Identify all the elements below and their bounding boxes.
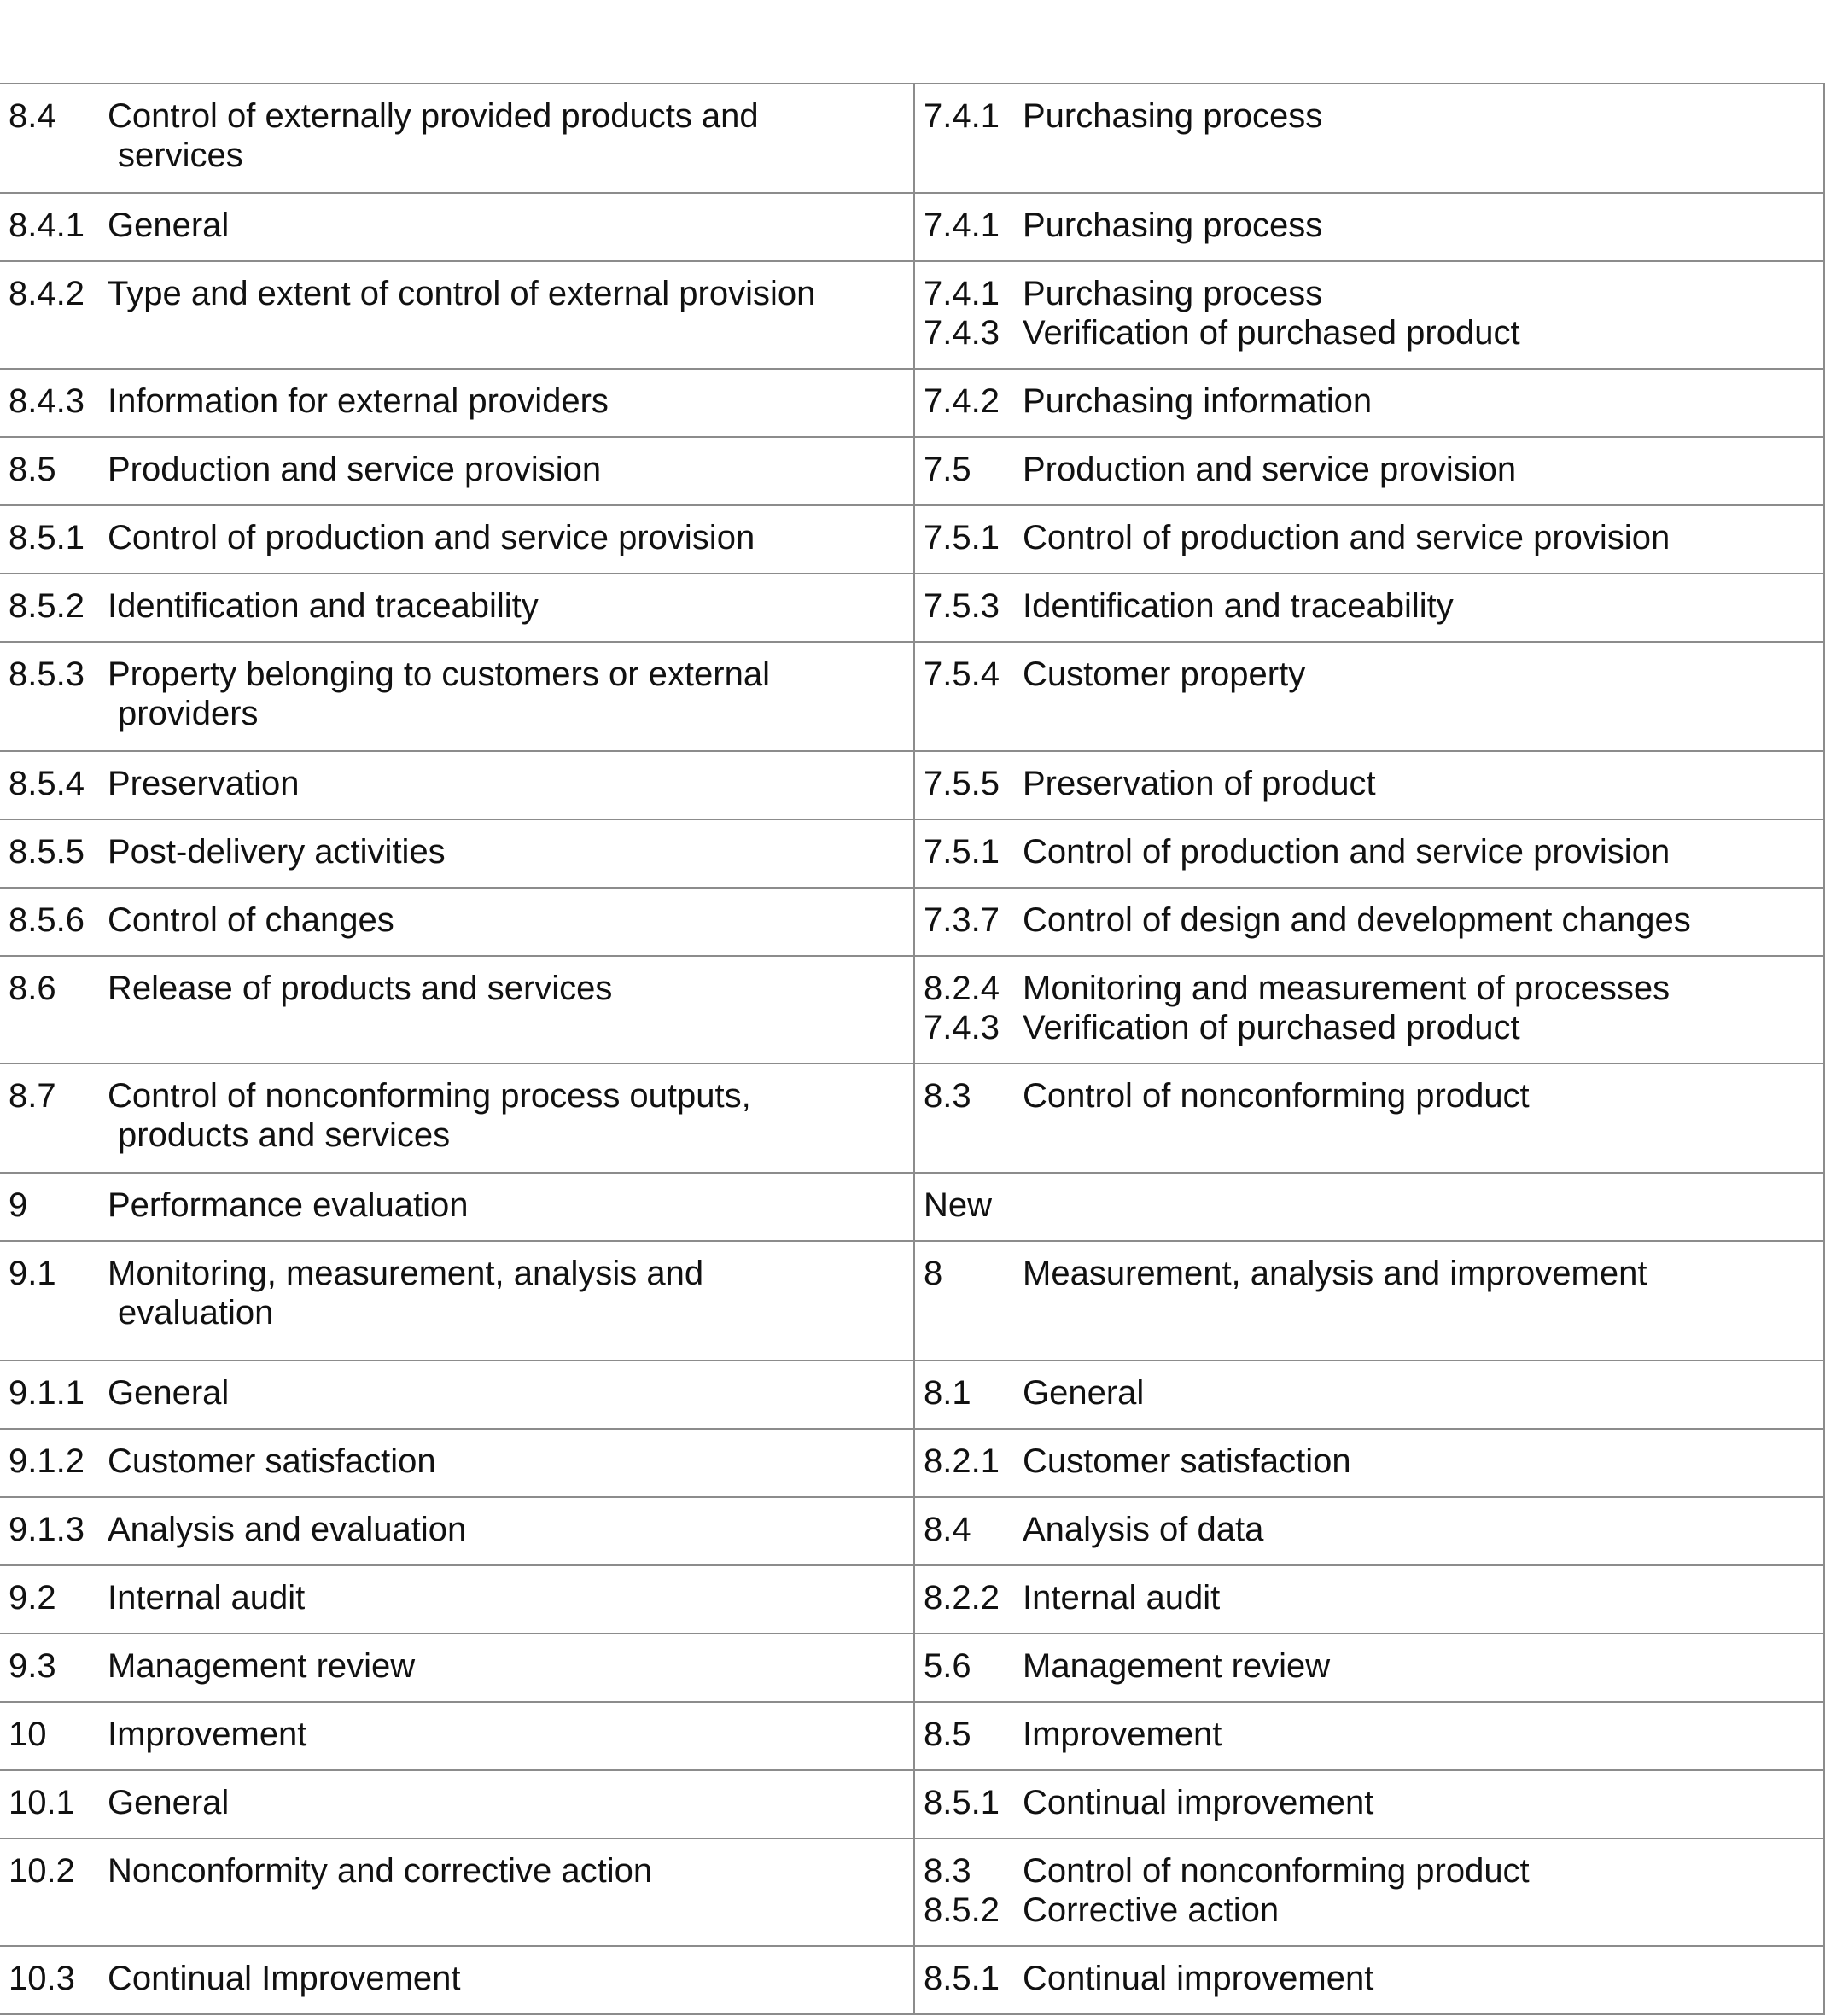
- clause-number: 7.5.1: [924, 519, 1000, 556]
- clause-entry: [9, 206, 905, 245]
- table-row: [0, 1063, 1824, 1173]
- clause-title: Monitoring, measurement, analysis and: [108, 1255, 704, 1292]
- iso-2008-clause-cell: [914, 819, 1824, 888]
- table-row: [0, 1838, 1824, 1946]
- clause-number: 8.4.1: [9, 207, 85, 244]
- table-row: [0, 1361, 1824, 1429]
- clause-title: Purchasing information: [1023, 382, 1373, 420]
- table-row: [0, 574, 1824, 642]
- clause-entry: [9, 1076, 905, 1116]
- clause-number: 7.4.1: [924, 207, 1000, 244]
- clause-entry: [9, 1851, 905, 1891]
- clause-title: Release of products and services: [108, 970, 613, 1007]
- clause-number: 8.7: [9, 1077, 56, 1115]
- iso-2008-clause-cell: [914, 1770, 1824, 1838]
- clause-entry: [924, 450, 1815, 489]
- clause-title: Verification of purchased product: [1023, 1009, 1520, 1046]
- clause-number: 8.4: [9, 97, 56, 135]
- iso-2015-clause-cell: [0, 642, 914, 751]
- clause-title-continuation: providers: [118, 695, 259, 732]
- clause-correspondence-table: [0, 83, 1825, 2015]
- clause-number: 9.1: [9, 1255, 56, 1292]
- iso-2008-clause-cell: [914, 642, 1824, 751]
- table-row: [0, 84, 1824, 193]
- iso-2015-clause-cell: [0, 1634, 914, 1702]
- clause-entry: [9, 450, 905, 489]
- clause-number: 8.4.2: [9, 275, 85, 312]
- clause-entry: [9, 1442, 905, 1481]
- clause-title: Property belonging to customers or external: [108, 655, 770, 693]
- clause-title: Control of nonconforming product: [1023, 1077, 1530, 1115]
- clause-number: 8.4: [924, 1511, 971, 1548]
- clause-title: General: [108, 1784, 230, 1821]
- clause-title: General: [1023, 1374, 1145, 1412]
- table-row: [0, 956, 1824, 1063]
- iso-2015-clause-cell: [0, 1241, 914, 1361]
- clause-title: Purchasing process: [1023, 97, 1323, 135]
- clause-title: Customer property: [1023, 655, 1306, 693]
- iso-2015-clause-cell: [0, 505, 914, 574]
- clause-entry: [9, 1254, 905, 1293]
- clause-entry: [9, 1578, 905, 1617]
- clause-number: 8.5.1: [9, 519, 85, 556]
- clause-entry: [924, 518, 1815, 557]
- iso-2015-clause-cell: [0, 1702, 914, 1770]
- clause-title: Analysis and evaluation: [108, 1511, 467, 1548]
- clause-number: 8.3: [924, 1077, 971, 1115]
- clause-number: New: [924, 1186, 993, 1224]
- clause-number: 8.5.2: [9, 587, 85, 625]
- clause-entry: [9, 1783, 905, 1822]
- clause-title: Type and extent of control of external provision: [108, 275, 816, 312]
- clause-number: 8.5.2: [924, 1891, 1000, 1929]
- iso-2008-clause-cell: [914, 1497, 1824, 1565]
- clause-title: Management review: [1023, 1647, 1331, 1685]
- clause-number: 8.5.6: [9, 901, 85, 939]
- table-body: [0, 84, 1824, 2014]
- iso-2008-clause-cell: [914, 437, 1824, 505]
- clause-title: Control of nonconforming product: [1023, 1852, 1530, 1890]
- clause-entry: [924, 655, 1815, 694]
- clause-title: Customer satisfaction: [108, 1442, 436, 1480]
- clause-number: 5.6: [924, 1647, 971, 1685]
- clause-number: 8.5.1: [924, 1960, 1000, 1997]
- clause-number: 8.3: [924, 1852, 971, 1890]
- clause-entry: [924, 900, 1815, 940]
- iso-2015-clause-cell: [0, 751, 914, 819]
- clause-number: 8.2.2: [924, 1579, 1000, 1617]
- clause-entry: [9, 382, 905, 421]
- clause-entry: [9, 1510, 905, 1549]
- clause-title: Improvement: [1023, 1716, 1222, 1753]
- clause-entry: [924, 1891, 1815, 1930]
- table-row: [0, 642, 1824, 751]
- iso-2015-clause-cell: [0, 888, 914, 956]
- clause-entry: [9, 1373, 905, 1413]
- clause-title: Internal audit: [1023, 1579, 1221, 1617]
- table-row: [0, 1241, 1824, 1361]
- clause-entry: [924, 382, 1815, 421]
- iso-2015-clause-cell: [0, 1497, 914, 1565]
- iso-2015-clause-cell: [0, 369, 914, 437]
- iso-2015-clause-cell: [0, 193, 914, 261]
- clause-title: Control of production and service provision: [1023, 519, 1670, 556]
- clause-entry: [9, 586, 905, 626]
- iso-2008-clause-cell: [914, 369, 1824, 437]
- clause-title: Purchasing process: [1023, 275, 1323, 312]
- iso-2015-clause-cell: [0, 1361, 914, 1429]
- clause-title: Customer satisfaction: [1023, 1442, 1351, 1480]
- table-row: [0, 888, 1824, 956]
- clause-entry: [924, 586, 1815, 626]
- clause-number: 7.5.1: [924, 833, 1000, 871]
- table-row: [0, 1429, 1824, 1497]
- clause-number: 10.1: [9, 1784, 75, 1821]
- clause-number: 8.2.1: [924, 1442, 1000, 1480]
- iso-2015-clause-cell: [0, 819, 914, 888]
- iso-2008-clause-cell: [914, 1702, 1824, 1770]
- clause-title: Preservation: [108, 765, 300, 802]
- table-row: [0, 369, 1824, 437]
- table-row: [0, 261, 1824, 369]
- clause-entry: [924, 1715, 1815, 1754]
- clause-number: 7.4.2: [924, 382, 1000, 420]
- table-row: [0, 1770, 1824, 1838]
- clause-title-continuation: evaluation: [118, 1294, 274, 1331]
- iso-2015-clause-cell: [0, 1770, 914, 1838]
- clause-entry: [9, 764, 905, 803]
- clause-entry: [924, 1578, 1815, 1617]
- iso-2008-clause-cell: [914, 1838, 1824, 1946]
- clause-entry: [9, 96, 905, 136]
- clause-title: Control of production and service provision: [1023, 833, 1670, 871]
- clause-entry: [924, 969, 1815, 1008]
- clause-title: Analysis of data: [1023, 1511, 1264, 1548]
- clause-number: 8.5: [924, 1716, 971, 1753]
- clause-title: Post-delivery activities: [108, 833, 446, 871]
- clause-number: 7.4.3: [924, 1009, 1000, 1046]
- clause-number: 7.4.3: [924, 314, 1000, 352]
- table-row: [0, 1565, 1824, 1634]
- clause-entry: [924, 1008, 1815, 1047]
- iso-2008-clause-cell: [914, 1361, 1824, 1429]
- table-row: [0, 1702, 1824, 1770]
- clause-entry: [924, 274, 1815, 313]
- clause-title: Control of production and service provision: [108, 519, 755, 556]
- clause-entry: [924, 1783, 1815, 1822]
- clause-title: Preservation of product: [1023, 765, 1376, 802]
- clause-number: 9.1.2: [9, 1442, 85, 1480]
- clause-title: Identification and traceability: [108, 587, 539, 625]
- clause-entry: [924, 832, 1815, 871]
- clause-number: 8.4.3: [9, 382, 85, 420]
- iso-2008-clause-cell: [914, 1429, 1824, 1497]
- clause-number: 9.1.3: [9, 1511, 85, 1548]
- clause-title: Continual Improvement: [108, 1960, 461, 1997]
- iso-2008-clause-cell: [914, 84, 1824, 193]
- clause-entry: [924, 1254, 1815, 1293]
- clause-title: Management review: [108, 1647, 416, 1685]
- clause-title: Nonconformity and corrective action: [108, 1852, 653, 1890]
- iso-2015-clause-cell: [0, 1838, 914, 1946]
- table-row: [0, 1634, 1824, 1702]
- clause-entry: [924, 1646, 1815, 1686]
- iso-2015-clause-cell: [0, 574, 914, 642]
- clause-title: Identification and traceability: [1023, 587, 1454, 625]
- clause-number: 8.5.4: [9, 765, 85, 802]
- table-row: [0, 437, 1824, 505]
- clause-title: Measurement, analysis and improvement: [1023, 1255, 1647, 1292]
- iso-2008-clause-cell: [914, 1565, 1824, 1634]
- clause-entry: [924, 1076, 1815, 1116]
- table-row: [0, 1946, 1824, 2014]
- clause-entry: [924, 96, 1815, 136]
- iso-2008-clause-cell: [914, 1173, 1824, 1241]
- clause-number: 10: [9, 1716, 47, 1753]
- table-row: [0, 505, 1824, 574]
- clause-entry: [924, 764, 1815, 803]
- clause-number: 7.5: [924, 451, 971, 488]
- clause-entry: [924, 1959, 1815, 1998]
- clause-title: Performance evaluation: [108, 1186, 469, 1224]
- clause-entry: [9, 1715, 905, 1754]
- clause-entry: [924, 313, 1815, 353]
- clause-title: Control of nonconforming process outputs,: [108, 1077, 751, 1115]
- clause-entry: [9, 655, 905, 694]
- table-row: [0, 819, 1824, 888]
- iso-2015-clause-cell: [0, 261, 914, 369]
- clause-entry: [9, 274, 905, 313]
- clause-title: Information for external providers: [108, 382, 609, 420]
- iso-2008-clause-cell: [914, 1634, 1824, 1702]
- clause-title: Production and service provision: [1023, 451, 1517, 488]
- clause-entry: [9, 969, 905, 1008]
- table-row: [0, 751, 1824, 819]
- clause-entry: [924, 206, 1815, 245]
- clause-number: 9.3: [9, 1647, 56, 1685]
- iso-2015-clause-cell: [0, 1946, 914, 2014]
- iso-2008-clause-cell: [914, 1946, 1824, 2014]
- clause-number: 8.5: [9, 451, 56, 488]
- clause-title: General: [108, 1374, 230, 1412]
- clause-entry: [924, 1373, 1815, 1413]
- iso-2015-clause-cell: [0, 1173, 914, 1241]
- clause-number: 10.2: [9, 1852, 75, 1890]
- iso-2008-clause-cell: [914, 888, 1824, 956]
- clause-number: 8.5.3: [9, 655, 85, 693]
- iso-2008-clause-cell: [914, 956, 1824, 1063]
- clause-entry: [924, 1442, 1815, 1481]
- clause-title: Verification of purchased product: [1023, 314, 1520, 352]
- table-row: [0, 1173, 1824, 1241]
- clause-title: Continual improvement: [1023, 1960, 1374, 1997]
- clause-number: 7.5.4: [924, 655, 1000, 693]
- iso-2008-clause-cell: [914, 574, 1824, 642]
- clause-number: 10.3: [9, 1960, 75, 1997]
- clause-number: 7.5.3: [924, 587, 1000, 625]
- clause-title: Control of externally provided products and: [108, 97, 759, 135]
- iso-2015-clause-cell: [0, 84, 914, 193]
- clause-number: 7.4.1: [924, 97, 1000, 135]
- clause-title-continuation: products and services: [118, 1116, 451, 1154]
- clause-title: Control of changes: [108, 901, 394, 939]
- clause-entry: [924, 1851, 1815, 1891]
- clause-title: Purchasing process: [1023, 207, 1323, 244]
- iso-2015-clause-cell: [0, 1565, 914, 1634]
- clause-number: 7.3.7: [924, 901, 1000, 939]
- clause-number: 9.2: [9, 1579, 56, 1617]
- iso-2008-clause-cell: [914, 261, 1824, 369]
- clause-entry: [9, 1959, 905, 1998]
- iso-2008-clause-cell: [914, 1063, 1824, 1173]
- clause-number: 7.5.5: [924, 765, 1000, 802]
- clause-number: 9: [9, 1186, 28, 1224]
- iso-2015-clause-cell: [0, 956, 914, 1063]
- iso-2015-clause-cell: [0, 1063, 914, 1173]
- iso-2008-clause-cell: [914, 505, 1824, 574]
- clause-number: 9.1.1: [9, 1374, 85, 1412]
- clause-title: Improvement: [108, 1716, 307, 1753]
- clause-title: Continual improvement: [1023, 1784, 1374, 1821]
- clause-entry: [924, 1510, 1815, 1549]
- iso-2008-clause-cell: [914, 193, 1824, 261]
- clause-number: 8.6: [9, 970, 56, 1007]
- clause-title: General: [108, 207, 230, 244]
- clause-number: 8.1: [924, 1374, 971, 1412]
- clause-title: Monitoring and measurement of processes: [1023, 970, 1670, 1007]
- iso-2008-clause-cell: [914, 1241, 1824, 1361]
- iso-2015-clause-cell: [0, 437, 914, 505]
- iso-2015-clause-cell: [0, 1429, 914, 1497]
- clause-number: 8.2.4: [924, 970, 1000, 1007]
- clause-entry: [924, 1186, 1815, 1225]
- clause-number: 8.5.5: [9, 833, 85, 871]
- clause-title-continuation: services: [118, 137, 243, 174]
- clause-entry: [9, 832, 905, 871]
- clause-number: 7.4.1: [924, 275, 1000, 312]
- clause-entry: [9, 1646, 905, 1686]
- clause-entry: [9, 1186, 905, 1225]
- clause-entry: [9, 900, 905, 940]
- iso-2008-clause-cell: [914, 751, 1824, 819]
- clause-title: Control of design and development changes: [1023, 901, 1691, 939]
- clause-entry: [9, 518, 905, 557]
- clause-number: 8: [924, 1255, 943, 1292]
- table-row: [0, 1497, 1824, 1565]
- clause-title: Internal audit: [108, 1579, 306, 1617]
- table-row: [0, 193, 1824, 261]
- clause-title: Corrective action: [1023, 1891, 1280, 1929]
- clause-number: 8.5.1: [924, 1784, 1000, 1821]
- clause-title: Production and service provision: [108, 451, 602, 488]
